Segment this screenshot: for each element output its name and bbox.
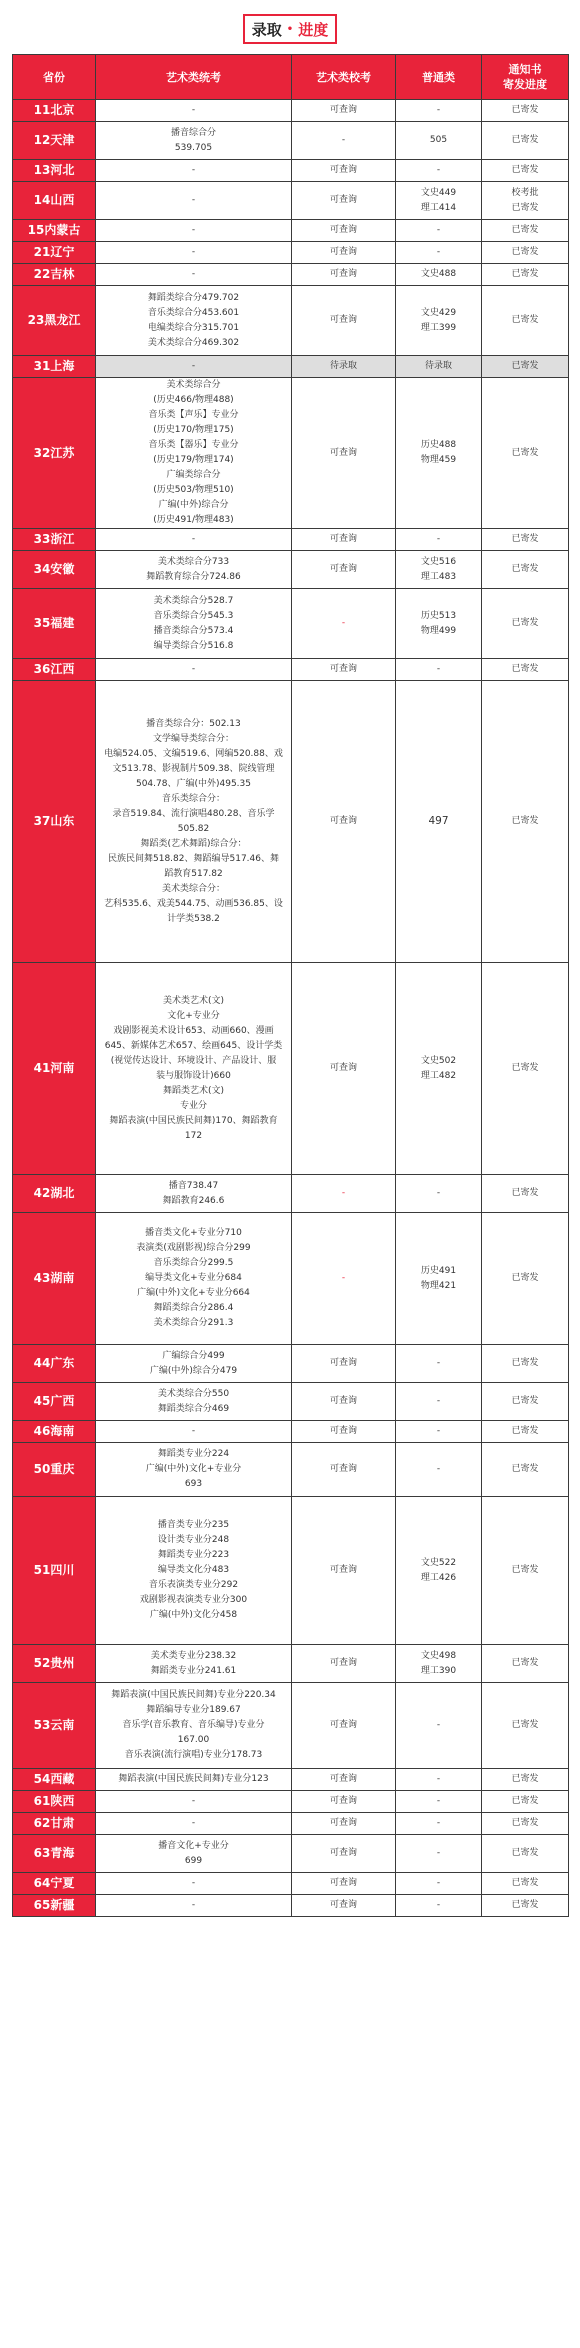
mailing-status-cell: 已寄发 bbox=[482, 1813, 569, 1835]
table-row bbox=[13, 551, 569, 589]
mailing-status-cell: 已寄发 bbox=[482, 1895, 569, 1917]
mailing-status-cell: 已寄发 bbox=[482, 529, 569, 551]
mailing-status-cell: 已寄发 bbox=[482, 659, 569, 681]
table-row bbox=[13, 1645, 569, 1683]
header-province: 省份 bbox=[13, 55, 96, 100]
art-school-cell: 可查询 bbox=[292, 242, 396, 264]
art-unified-cell: 播音文化+专业分 699 bbox=[96, 1835, 292, 1873]
mailing-status-cell: 已寄发 bbox=[482, 356, 569, 378]
table-row bbox=[13, 1383, 569, 1421]
general-cell: - bbox=[396, 1791, 482, 1813]
general-cell: - bbox=[396, 1835, 482, 1873]
general-cell: - bbox=[396, 1873, 482, 1895]
table-row bbox=[13, 286, 569, 356]
general-cell: - bbox=[396, 1175, 482, 1213]
general-cell: - bbox=[396, 100, 482, 122]
title-part1: 录取 bbox=[251, 20, 282, 39]
header-art-school-exam: 艺术类校考 bbox=[292, 55, 396, 100]
province-cell: 44广东 bbox=[13, 1345, 96, 1383]
art-unified-cell: 舞蹈表演(中国民族民间舞)专业分123 bbox=[96, 1769, 292, 1791]
province-cell: 35福建 bbox=[13, 589, 96, 659]
art-unified-cell: 播音类综合分：502.13 文学编导类综合分： 电编524.05、文编519.6、网编520.88、戏 文513.78、影视制片509.38、院线管理 504.78、广编(中外)495.35 音乐类综合分： 录音519.84、流行演唱480.28、音乐学 505.82 舞蹈类(艺术舞蹈)综合分： 民族民间舞518.82、舞蹈编导517.46、舞 蹈教育517.82 美术类综合分： 艺科535.6、戏美544.75、动画536.85、设 计学类538.2 bbox=[96, 681, 292, 963]
province-cell: 61陕西 bbox=[13, 1791, 96, 1813]
mailing-status-cell: 已寄发 bbox=[482, 1769, 569, 1791]
mailing-status-cell: 已寄发 bbox=[482, 1497, 569, 1645]
mailing-status-cell: 已寄发 bbox=[482, 1213, 569, 1345]
table-body bbox=[13, 100, 569, 1917]
art-school-cell: 可查询 bbox=[292, 551, 396, 589]
province-cell: 13河北 bbox=[13, 160, 96, 182]
art-school-cell: 可查询 bbox=[292, 1835, 396, 1873]
table-row bbox=[13, 659, 569, 681]
province-cell: 45广西 bbox=[13, 1383, 96, 1421]
table-row bbox=[13, 1769, 569, 1791]
province-cell: 14山西 bbox=[13, 182, 96, 220]
general-cell: 文史488 bbox=[396, 264, 482, 286]
art-unified-cell: - bbox=[96, 1813, 292, 1835]
mailing-status-cell: 已寄发 bbox=[482, 963, 569, 1175]
general-cell: - bbox=[396, 160, 482, 182]
table-row bbox=[13, 100, 569, 122]
art-school-cell: - bbox=[292, 589, 396, 659]
province-cell: 43湖南 bbox=[13, 1213, 96, 1345]
province-cell: 50重庆 bbox=[13, 1443, 96, 1497]
art-school-cell: 可查询 bbox=[292, 1421, 396, 1443]
province-cell: 32江苏 bbox=[13, 378, 96, 529]
art-unified-cell: 美术类综合分550 舞蹈类综合分469 bbox=[96, 1383, 292, 1421]
general-cell: 文史429 理工399 bbox=[396, 286, 482, 356]
art-school-cell: - bbox=[292, 1213, 396, 1345]
table-row bbox=[13, 1683, 569, 1769]
general-cell: 历史488 物理459 bbox=[396, 378, 482, 529]
mailing-status-cell: 已寄发 bbox=[482, 551, 569, 589]
general-cell: - bbox=[396, 1683, 482, 1769]
table-row bbox=[13, 1873, 569, 1895]
table-row bbox=[13, 529, 569, 551]
art-unified-cell: - bbox=[96, 1791, 292, 1813]
mailing-status-cell: 已寄发 bbox=[482, 589, 569, 659]
art-school-cell: 可查询 bbox=[292, 1813, 396, 1835]
table-row bbox=[13, 1791, 569, 1813]
province-cell: 54西藏 bbox=[13, 1769, 96, 1791]
table-row bbox=[13, 378, 569, 529]
mailing-status-cell: 已寄发 bbox=[482, 264, 569, 286]
general-cell: 文史522 理工426 bbox=[396, 1497, 482, 1645]
mailing-status-cell: 已寄发 bbox=[482, 286, 569, 356]
art-school-cell: 待录取 bbox=[292, 356, 396, 378]
art-school-cell: - bbox=[292, 1175, 396, 1213]
mailing-status-cell: 已寄发 bbox=[482, 1421, 569, 1443]
mailing-status-cell: 已寄发 bbox=[482, 1345, 569, 1383]
province-cell: 21辽宁 bbox=[13, 242, 96, 264]
table-row bbox=[13, 681, 569, 963]
art-unified-cell: 美术类综合分528.7 音乐类综合分545.3 播音类综合分573.4 编导类综合分516.8 bbox=[96, 589, 292, 659]
art-school-cell: 可查询 bbox=[292, 1791, 396, 1813]
mailing-status-cell: 校考批 已寄发 bbox=[482, 182, 569, 220]
art-school-cell: 可查询 bbox=[292, 681, 396, 963]
general-cell: - bbox=[396, 529, 482, 551]
art-unified-cell: 播音综合分 539.705 bbox=[96, 122, 292, 160]
art-unified-cell: - bbox=[96, 1895, 292, 1917]
table-row bbox=[13, 160, 569, 182]
art-unified-cell: - bbox=[96, 659, 292, 681]
general-cell: 待录取 bbox=[396, 356, 482, 378]
art-unified-cell: - bbox=[96, 100, 292, 122]
art-school-cell: 可查询 bbox=[292, 1683, 396, 1769]
table-row bbox=[13, 220, 569, 242]
mailing-status-cell: 已寄发 bbox=[482, 1683, 569, 1769]
province-cell: 37山东 bbox=[13, 681, 96, 963]
mailing-status-cell: 已寄发 bbox=[482, 1383, 569, 1421]
art-school-cell: 可查询 bbox=[292, 1873, 396, 1895]
art-school-cell: 可查询 bbox=[292, 264, 396, 286]
art-unified-cell: - bbox=[96, 529, 292, 551]
province-cell: 42湖北 bbox=[13, 1175, 96, 1213]
table-row bbox=[13, 122, 569, 160]
table-row bbox=[13, 1895, 569, 1917]
header-art-unified-exam: 艺术类统考 bbox=[96, 55, 292, 100]
header-notice-mailing: 通知书 寄发进度 bbox=[482, 55, 569, 100]
province-cell: 41河南 bbox=[13, 963, 96, 1175]
mailing-status-cell: 已寄发 bbox=[482, 1443, 569, 1497]
art-unified-cell: 舞蹈表演(中国民族民间舞)专业分220.34 舞蹈编导专业分189.67 音乐学(音乐教育、音乐编导)专业分 167.00 音乐表演(流行演唱)专业分178.73 bbox=[96, 1683, 292, 1769]
art-school-cell: 可查询 bbox=[292, 1497, 396, 1645]
table-row bbox=[13, 1175, 569, 1213]
art-school-cell: 可查询 bbox=[292, 659, 396, 681]
mailing-status-cell: 已寄发 bbox=[482, 160, 569, 182]
mailing-status-cell: 已寄发 bbox=[482, 1175, 569, 1213]
province-cell: 46海南 bbox=[13, 1421, 96, 1443]
general-cell: 文史516 理工483 bbox=[396, 551, 482, 589]
province-cell: 64宁夏 bbox=[13, 1873, 96, 1895]
art-unified-cell: - bbox=[96, 1873, 292, 1895]
province-cell: 23黑龙江 bbox=[13, 286, 96, 356]
general-cell: - bbox=[396, 1769, 482, 1791]
art-unified-cell: - bbox=[96, 182, 292, 220]
province-cell: 11北京 bbox=[13, 100, 96, 122]
art-school-cell: 可查询 bbox=[292, 378, 396, 529]
art-unified-cell: 舞蹈类综合分479.702 音乐类综合分453.601 电编类综合分315.701 美术类综合分469.302 bbox=[96, 286, 292, 356]
province-cell: 22吉林 bbox=[13, 264, 96, 286]
art-school-cell: 可查询 bbox=[292, 1769, 396, 1791]
general-cell: - bbox=[396, 1813, 482, 1835]
art-unified-cell: - bbox=[96, 264, 292, 286]
art-school-cell: 可查询 bbox=[292, 182, 396, 220]
art-unified-cell: - bbox=[96, 1421, 292, 1443]
general-cell: - bbox=[396, 1345, 482, 1383]
table-row bbox=[13, 1443, 569, 1497]
art-unified-cell: 舞蹈类专业分224 广编(中外)文化+专业分 693 bbox=[96, 1443, 292, 1497]
general-cell: - bbox=[396, 242, 482, 264]
province-cell: 63青海 bbox=[13, 1835, 96, 1873]
province-cell: 15内蒙古 bbox=[13, 220, 96, 242]
art-school-cell: 可查询 bbox=[292, 1895, 396, 1917]
province-cell: 53云南 bbox=[13, 1683, 96, 1769]
art-school-cell: 可查询 bbox=[292, 1645, 396, 1683]
table-row bbox=[13, 264, 569, 286]
art-unified-cell: 美术类专业分238.32 舞蹈类专业分241.61 bbox=[96, 1645, 292, 1683]
art-unified-cell: 播音738.47 舞蹈教育246.6 bbox=[96, 1175, 292, 1213]
art-unified-cell: - bbox=[96, 220, 292, 242]
table-row bbox=[13, 1421, 569, 1443]
mailing-status-cell: 已寄发 bbox=[482, 1791, 569, 1813]
mailing-status-cell: 已寄发 bbox=[482, 122, 569, 160]
table-header-row bbox=[13, 55, 569, 100]
table-row bbox=[13, 589, 569, 659]
art-school-cell: 可查询 bbox=[292, 100, 396, 122]
province-cell: 65新疆 bbox=[13, 1895, 96, 1917]
art-school-cell: 可查询 bbox=[292, 160, 396, 182]
art-school-cell: 可查询 bbox=[292, 220, 396, 242]
table-row bbox=[13, 1345, 569, 1383]
province-cell: 34安徽 bbox=[13, 551, 96, 589]
art-unified-cell: 美术类综合分 (历史466/物理488) 音乐类【声乐】专业分 (历史170/物理175) 音乐类【器乐】专业分 (历史179/物理174) 广编类综合分 (历史503/物理510) 广编(中外)综合分 (历史491/物理483) bbox=[96, 378, 292, 529]
table-row bbox=[13, 182, 569, 220]
mailing-status-cell: 已寄发 bbox=[482, 1835, 569, 1873]
page-title bbox=[243, 14, 337, 44]
general-cell: - bbox=[396, 1443, 482, 1497]
mailing-status-cell: 已寄发 bbox=[482, 242, 569, 264]
table-row bbox=[13, 1213, 569, 1345]
province-cell: 51四川 bbox=[13, 1497, 96, 1645]
province-cell: 12天津 bbox=[13, 122, 96, 160]
mailing-status-cell: 已寄发 bbox=[482, 1873, 569, 1895]
general-cell: 文史498 理工390 bbox=[396, 1645, 482, 1683]
general-cell: 文史449 理工414 bbox=[396, 182, 482, 220]
province-cell: 62甘肃 bbox=[13, 1813, 96, 1835]
art-school-cell: 可查询 bbox=[292, 963, 396, 1175]
art-school-cell: - bbox=[292, 122, 396, 160]
title-part2: 进度 bbox=[298, 20, 329, 39]
art-school-cell: 可查询 bbox=[292, 1443, 396, 1497]
art-unified-cell: 广编综合分499 广编(中外)综合分479 bbox=[96, 1345, 292, 1383]
admission-progress-table bbox=[12, 54, 569, 1917]
province-cell: 33浙江 bbox=[13, 529, 96, 551]
table-row bbox=[13, 1813, 569, 1835]
art-unified-cell: 播音类专业分235 设计类专业分248 舞蹈类专业分223 编导类文化分483 音乐表演类专业分292 戏剧影视表演类专业分300 广编(中外)文化分458 bbox=[96, 1497, 292, 1645]
general-cell: - bbox=[396, 220, 482, 242]
province-cell: 52贵州 bbox=[13, 1645, 96, 1683]
province-cell: 31上海 bbox=[13, 356, 96, 378]
general-cell: 497 bbox=[396, 681, 482, 963]
art-unified-cell: - bbox=[96, 242, 292, 264]
art-unified-cell: - bbox=[96, 160, 292, 182]
art-unified-cell: 美术类综合分733 舞蹈教育综合分724.86 bbox=[96, 551, 292, 589]
province-cell: 36江西 bbox=[13, 659, 96, 681]
art-school-cell: 可查询 bbox=[292, 1383, 396, 1421]
art-unified-cell: 播音类文化+专业分710 表演类(戏剧影视)综合分299 音乐类综合分299.5 编导类文化+专业分684 广编(中外)文化+专业分664 舞蹈类综合分286.4 美术类综合分291.3 bbox=[96, 1213, 292, 1345]
table-row bbox=[13, 1835, 569, 1873]
general-cell: 文史502 理工482 bbox=[396, 963, 482, 1175]
art-school-cell: 可查询 bbox=[292, 1345, 396, 1383]
general-cell: 历史513 物理499 bbox=[396, 589, 482, 659]
title-dot: • bbox=[286, 23, 294, 35]
art-unified-cell: 美术类艺术(文) 文化+专业分 戏剧影视美术设计653、动画660、漫画 645、新媒体艺术657、绘画645、设计学类 (视觉传达设计、环境设计、产品设计、服 装与服饰设计)660 舞蹈类艺术(文) 专业分 舞蹈表演(中国民族民间舞)170、舞蹈教育 172 bbox=[96, 963, 292, 1175]
table-row bbox=[13, 242, 569, 264]
general-cell: - bbox=[396, 1383, 482, 1421]
mailing-status-cell: 已寄发 bbox=[482, 378, 569, 529]
table-row bbox=[13, 1497, 569, 1645]
table-row bbox=[13, 356, 569, 378]
general-cell: - bbox=[396, 659, 482, 681]
mailing-status-cell: 已寄发 bbox=[482, 100, 569, 122]
mailing-status-cell: 已寄发 bbox=[482, 681, 569, 963]
mailing-status-cell: 已寄发 bbox=[482, 220, 569, 242]
table-row bbox=[13, 963, 569, 1175]
art-school-cell: 可查询 bbox=[292, 286, 396, 356]
header-general-category: 普通类 bbox=[396, 55, 482, 100]
general-cell: - bbox=[396, 1421, 482, 1443]
art-unified-cell: - bbox=[96, 356, 292, 378]
general-cell: 505 bbox=[396, 122, 482, 160]
general-cell: 历史491 物理421 bbox=[396, 1213, 482, 1345]
art-school-cell: 可查询 bbox=[292, 529, 396, 551]
mailing-status-cell: 已寄发 bbox=[482, 1645, 569, 1683]
general-cell: - bbox=[396, 1895, 482, 1917]
